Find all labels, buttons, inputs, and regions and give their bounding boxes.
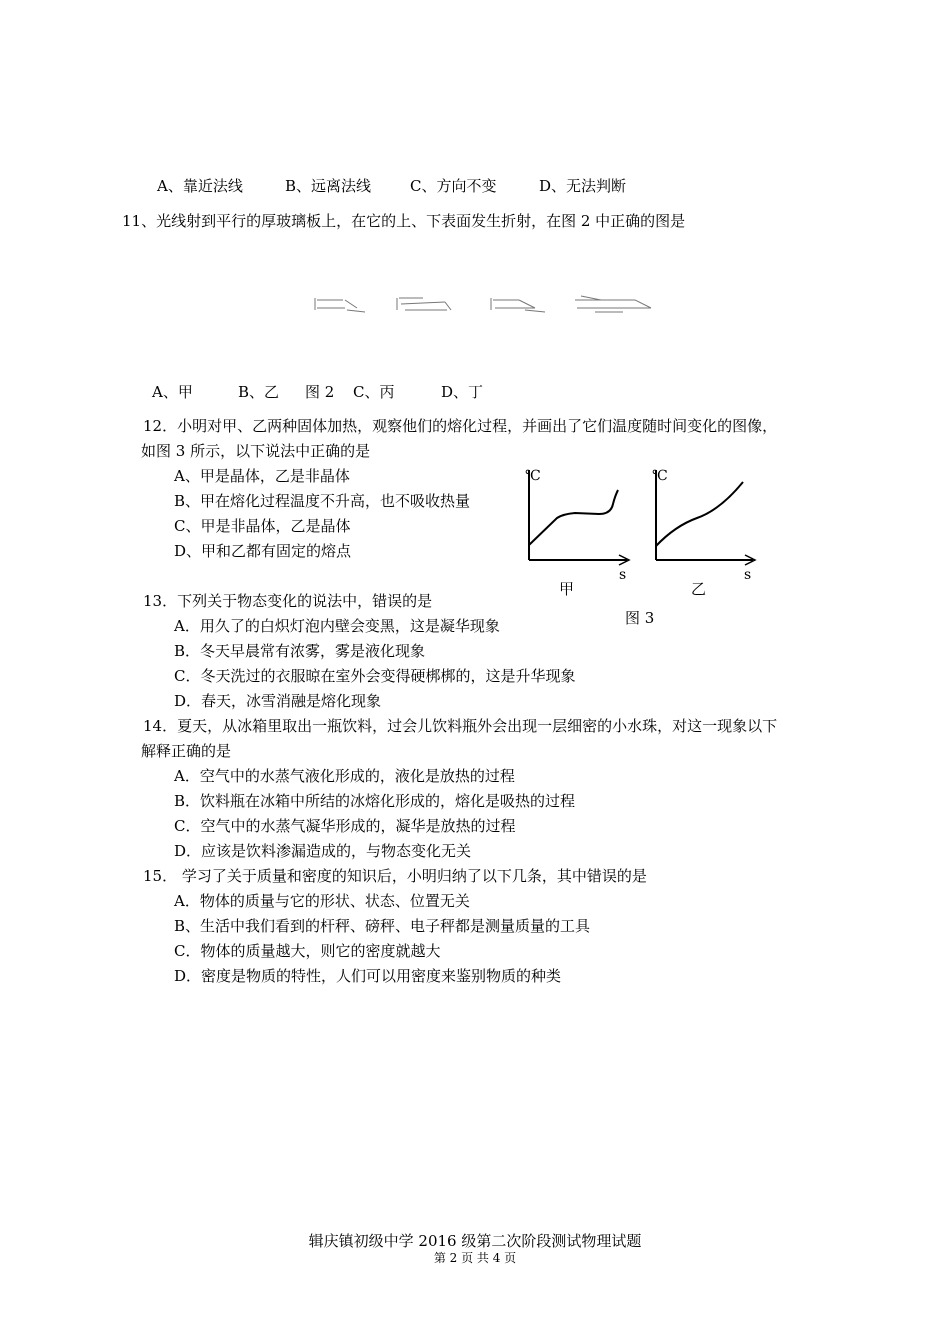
q11-options [152, 382, 483, 402]
q10-option-d: D、无法判断 [539, 177, 627, 195]
q13-option-d: D．春天，冰雪消融是熔化现象 [174, 692, 382, 710]
q14-option-a: A．空气中的水蒸气液化形成的，液化是放热的过程 [174, 767, 515, 785]
q14-option-c: C．空气中的水蒸气凝华形成的，凝华是放热的过程 [174, 817, 516, 835]
q10-option-b: B、远离法线 [285, 177, 372, 195]
footer-page-number: 第 2 页 共 4 页 [433, 1251, 517, 1265]
figure-2-glass-diagrams [305, 290, 665, 324]
graph-yi-curve [656, 482, 743, 546]
q11-stem: 11、光线射到平行的厚玻璃板上，在它的上、下表面发生折射，在图 2 中正确的图是 [122, 212, 686, 230]
figure-3-caption: 图 3 [625, 609, 655, 627]
figure-2-diagram-bing [491, 298, 545, 312]
q15-option-a: A．物体的质量与它的形状、状态、位置无关 [174, 892, 470, 910]
q11-option-c: C、丙 [353, 383, 395, 401]
graph-yi [652, 468, 755, 598]
q13-option-c: C．冬天洗过的衣服晾在室外会变得硬梆梆的，这是升华现象 [174, 667, 576, 685]
graph-jia-y-unit: ℃ [525, 468, 541, 484]
footer-exam-title: 辑庆镇初级中学 2016 级第二次阶段测试物理试题 [308, 1232, 642, 1250]
graph-yi-y-unit: ℃ [652, 468, 668, 484]
graph-yi-label: 乙 [691, 580, 707, 598]
q15-option-b: B、生活中我们看到的杆秤、磅秤、电子秤都是测量质量的工具 [174, 917, 591, 935]
q10-option-a: A、靠近法线 [157, 177, 243, 195]
q10-options [157, 176, 626, 196]
figure-2-diagram-jia [315, 298, 365, 312]
figure-2-label: 图 2 [305, 383, 335, 401]
q12-option-b: B、甲在熔化过程温度不升高，也不吸收热量 [174, 492, 471, 510]
graph-jia-label: 甲 [559, 580, 575, 598]
q14-stem-line-2: 解释正确的是 [141, 742, 232, 760]
q14-option-b: B．饮料瓶在冰箱中所结的冰熔化形成的，熔化是吸热的过程 [174, 792, 576, 810]
q15-stem: 15． 学习了关于质量和密度的知识后，小明归纳了以下几条，其中错误的是 [143, 867, 647, 885]
figure-2-diagram-yi [397, 298, 451, 310]
q12-stem-line-2: 如图 3 所示，以下说法中正确的是 [141, 442, 371, 460]
q13-option-b: B．冬天早晨常有浓雾，雾是液化现象 [174, 642, 426, 660]
q13-stem: 13．下列关于物态变化的说法中，错误的是 [143, 592, 433, 610]
graph-jia [525, 468, 629, 598]
q13-option-a: A．用久了的白炽灯泡内壁会变黑，这是凝华现象 [174, 617, 500, 635]
q12-stem-line-1: 12．小明对甲、乙两种固体加热，观察他们的熔化过程，并画出了它们温度随时间变化的图像， [143, 417, 778, 435]
figure-3-graphs [515, 460, 765, 630]
q14-stem-line-1: 14．夏天，从冰箱里取出一瓶饮料，过会儿饮料瓶外会出现一层细密的小水珠，对这一现象以下 [143, 717, 778, 735]
graph-yi-x-unit: s [744, 567, 752, 583]
q12-option-a: A、甲是晶体，乙是非晶体 [174, 467, 350, 485]
q15-option-c: C．物体的质量越大，则它的密度就越大 [174, 942, 441, 960]
graph-jia-x-unit: s [619, 567, 627, 583]
figure-2-diagram-ding [575, 296, 651, 312]
graph-jia-curve [529, 490, 618, 545]
q10-option-c: C、方向不变 [410, 177, 497, 195]
q11-option-b: B、乙 [238, 383, 280, 401]
q15-option-d: D．密度是物质的特性，人们可以用密度来鉴别物质的种类 [174, 967, 562, 985]
q12-option-c: C、甲是非晶体，乙是晶体 [174, 517, 351, 535]
q14-option-d: D．应该是饮料渗漏造成的，与物态变化无关 [174, 842, 472, 860]
q11-option-d: D、丁 [441, 383, 484, 401]
q12-option-d: D、甲和乙都有固定的熔点 [174, 542, 352, 560]
q11-option-a: A、甲 [152, 383, 193, 401]
